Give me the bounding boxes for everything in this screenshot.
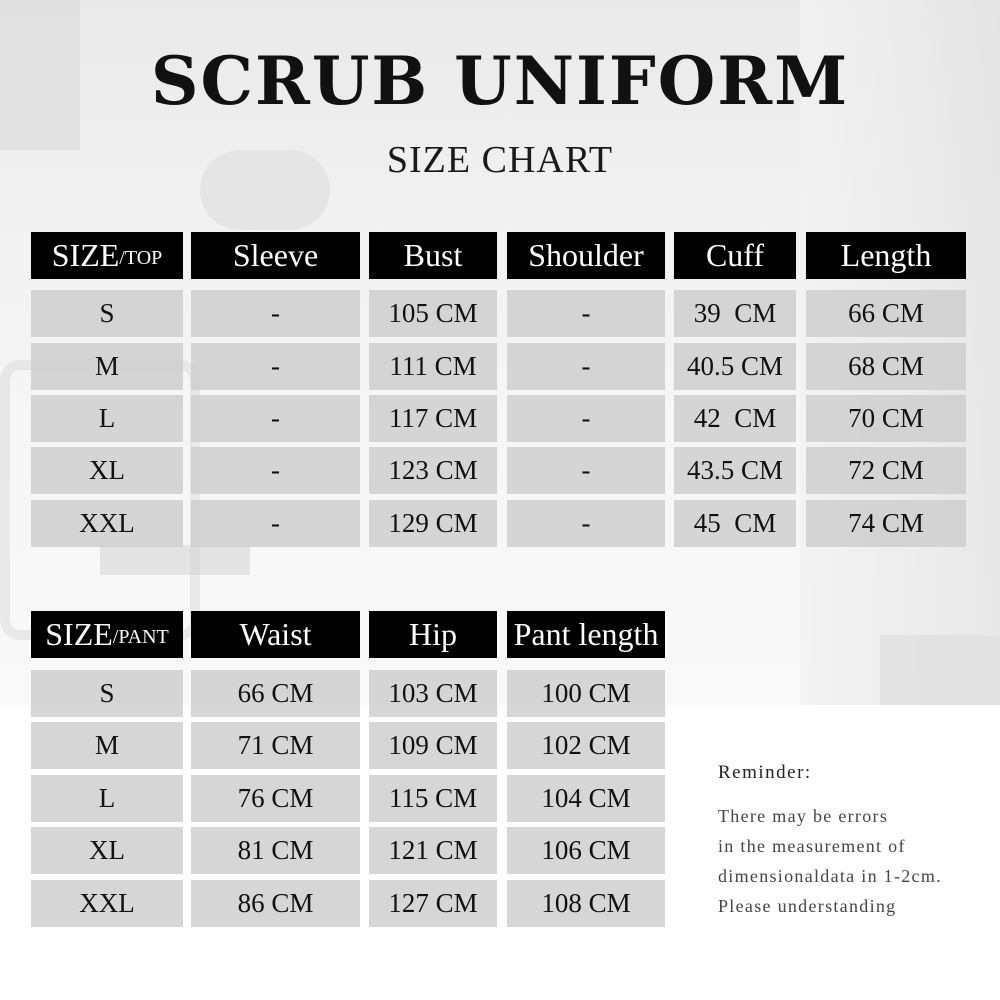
top-header-cuff: Cuff [674, 232, 796, 279]
top-cell-length: 68 CM [806, 343, 966, 390]
top-cell-sleeve: - [191, 500, 360, 547]
top-cell-length: 72 CM [806, 447, 966, 494]
pant-cell-size: S [31, 670, 183, 717]
top-header-length: Length [806, 232, 966, 279]
pant-cell-hip: 109 CM [369, 722, 497, 769]
top-header-bust: Bust [369, 232, 497, 279]
pant-header-waist: Waist [191, 611, 360, 658]
pant-cell-size: XXL [31, 880, 183, 927]
reminder-title: Reminder: [718, 762, 812, 783]
reminder-line: dimensionaldata in 1-2cm. [718, 866, 942, 886]
top-cell-size: S [31, 290, 183, 337]
pant-cell-size: XL [31, 827, 183, 874]
top-cell-bust: 123 CM [369, 447, 497, 494]
top-cell-bust: 117 CM [369, 395, 497, 442]
pant-cell-waist: 66 CM [191, 670, 360, 717]
top-cell-sleeve: - [191, 447, 360, 494]
pant-cell-waist: 86 CM [191, 880, 360, 927]
top-cell-sleeve: - [191, 395, 360, 442]
pant-cell-hip: 127 CM [369, 880, 497, 927]
pant-size-header [31, 611, 183, 658]
top-cell-shoulder: - [507, 343, 665, 390]
pant-cell-pant_length: 100 CM [507, 670, 665, 717]
size-header-label: SIZE [51, 237, 120, 273]
pant-cell-hip: 115 CM [369, 775, 497, 822]
top-cell-size: XXL [31, 500, 183, 547]
pant-cell-waist: 71 CM [191, 722, 360, 769]
top-cell-cuff: 45 CM [674, 500, 796, 547]
top-cell-shoulder: - [507, 500, 665, 547]
top-cell-cuff: 40.5 CM [674, 343, 796, 390]
top-cell-length: 70 CM [806, 395, 966, 442]
top-cell-bust: 105 CM [369, 290, 497, 337]
top-cell-size: M [31, 343, 183, 390]
top-header-sleeve: Sleeve [191, 232, 360, 279]
top-cell-length: 66 CM [806, 290, 966, 337]
top-size-header [31, 232, 183, 279]
reminder-line: There may be errors [718, 806, 889, 826]
page-title: SCRUB UNIFORM [150, 42, 850, 120]
pant-cell-pant_length: 102 CM [507, 722, 665, 769]
size-header-sub: /TOP [119, 247, 163, 269]
pant-cell-pant_length: 108 CM [507, 880, 665, 927]
reminder-line: Please understanding [718, 896, 897, 916]
top-header-shoulder: Shoulder [507, 232, 665, 279]
top-cell-cuff: 39 CM [674, 290, 796, 337]
pant-cell-pant_length: 106 CM [507, 827, 665, 874]
pant-header-pant_length: Pant length [507, 611, 665, 658]
pant-header-hip: Hip [369, 611, 497, 658]
pant-cell-size: L [31, 775, 183, 822]
pant-cell-pant_length: 104 CM [507, 775, 665, 822]
top-cell-bust: 111 CM [369, 343, 497, 390]
top-cell-sleeve: - [191, 343, 360, 390]
top-cell-size: L [31, 395, 183, 442]
top-cell-shoulder: - [507, 447, 665, 494]
pant-cell-waist: 76 CM [191, 775, 360, 822]
page-subtitle: SIZE CHART [386, 139, 614, 181]
top-cell-sleeve: - [191, 290, 360, 337]
pant-cell-size: M [31, 722, 183, 769]
background-shape [100, 545, 250, 575]
top-cell-length: 74 CM [806, 500, 966, 547]
top-cell-shoulder: - [507, 290, 665, 337]
top-cell-bust: 129 CM [369, 500, 497, 547]
size-header-sub: /PANT [112, 626, 169, 648]
pant-cell-hip: 121 CM [369, 827, 497, 874]
background-shape [880, 635, 1000, 705]
top-cell-shoulder: - [507, 395, 665, 442]
pant-cell-hip: 103 CM [369, 670, 497, 717]
reminder-line: in the measurement of [718, 836, 906, 856]
top-cell-size: XL [31, 447, 183, 494]
top-cell-cuff: 42 CM [674, 395, 796, 442]
size-header-label: SIZE [45, 616, 113, 652]
pant-cell-waist: 81 CM [191, 827, 360, 874]
top-cell-cuff: 43.5 CM [674, 447, 796, 494]
